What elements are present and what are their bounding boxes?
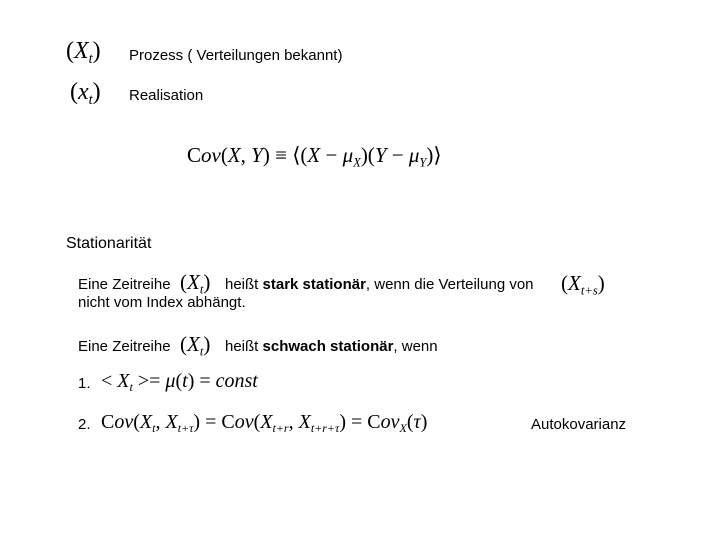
strong-text-definition: heißt stark stationär, wenn die Verteilung von <box>225 276 534 293</box>
strong-text-part1: Eine Zeitreihe <box>78 276 171 293</box>
weak-series-formula: $(X_t)$ <box>180 332 211 359</box>
strong-text-line2: nicht vom Index abhängt. <box>78 294 246 311</box>
covariance-definition: Cov(X, Y) ≡ ⟨(X − $\mu_X)(Y$ − $\mu_Y)⟩$ <box>187 143 442 170</box>
autocovariance-label: Autokovarianz <box>531 416 627 433</box>
process-formula: $(X_t)$ <box>66 38 101 68</box>
weak-text-part1: Eine Zeitreihe <box>78 338 171 355</box>
shifted-series-formula: $(X_{t+s})$ <box>561 271 605 298</box>
process-label: Prozess ( Verteilungen bekannt) <box>129 47 343 64</box>
condition-1-number: 1. <box>78 375 91 392</box>
realisation-formula: $(x_t)$ <box>70 79 101 109</box>
condition-2-formula: $Cov(X_t$, $X_{t+\tau}) = Cov(X_{t+r}$, $X_{t+r+\tau}) = Cov_X(\tau)$ <box>101 411 428 436</box>
condition-2-number: 2. <box>78 416 91 433</box>
weak-text-definition: heißt schwach stationär, wenn <box>225 338 438 355</box>
section-heading: Stationarität <box>66 235 152 252</box>
realisation-label: Realisation <box>129 87 204 104</box>
condition-1-formula: < $X_t >= \mu(t)$ = const <box>101 370 258 395</box>
strong-series-formula: $(X_t)$ <box>180 270 211 297</box>
